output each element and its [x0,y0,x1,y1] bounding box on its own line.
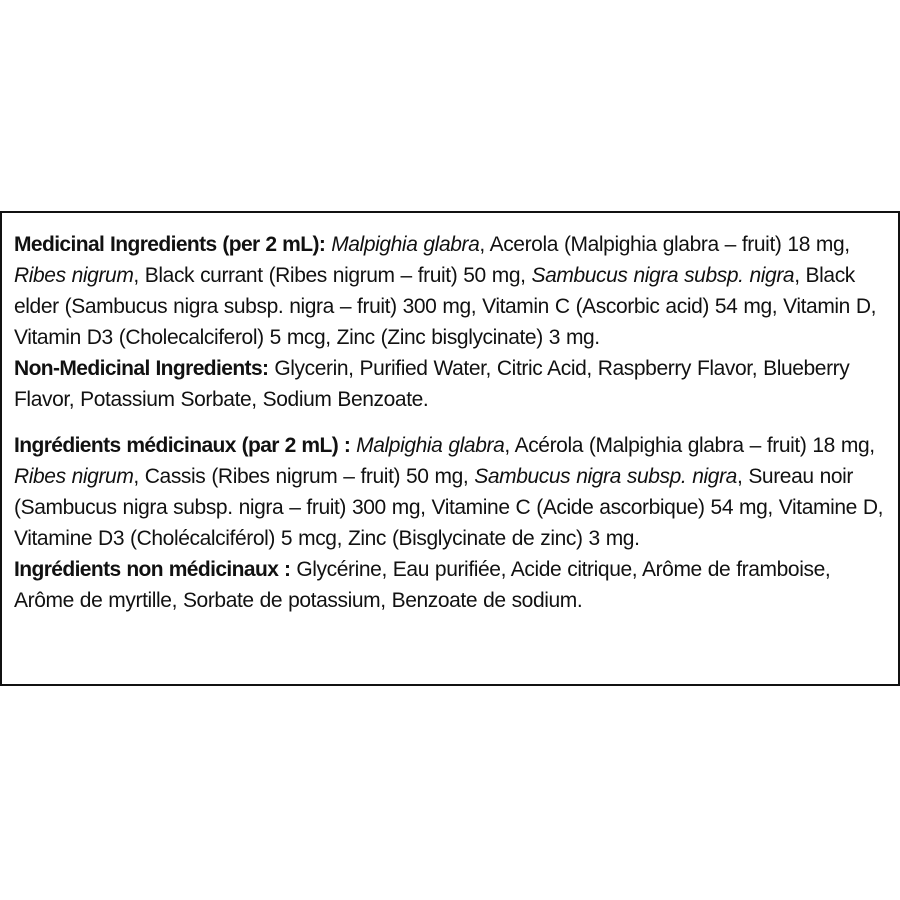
en-species-2-latin: Ribes nigrum [14,264,134,287]
fr-species-3-text: , Sureau noir (Sambucus nigra subsp. nigra – fruit) 300 mg, Vitamine C (Acide ascorbique) 54 mg, Vitamine D, Vitamine D3 (Cholécalciférol) 5 mcg, Zinc (Bisglycinate de zinc) 3 mg. [14,465,884,550]
en-non-medicinal-ingredients [14,353,886,415]
fr-species-2-latin: Ribes nigrum [14,465,134,488]
fr-species-1-text: , Acérola (Malpighia glabra – fruit) 18 mg, [504,434,875,457]
en-species-1-text: , Acerola (Malpighia glabra – fruit) 18 mg, [479,233,850,256]
fr-non-medicinal-text: Glycérine, Eau purifiée, Acide citrique, Arôme de framboise, Arôme de myrtille, Sorbate de potassium, Benzoate de sodium. [14,558,831,612]
fr-species-1-latin: Malpighia glabra [356,434,505,457]
en-species-1-latin: Malpighia glabra [331,233,480,256]
en-medicinal-heading: Medicinal Ingredients (per 2 mL): [14,233,326,256]
en-species-2-text: , Black currant (Ribes nigrum – fruit) 50 mg, [133,264,532,287]
fr-medicinal-ingredients [14,430,886,554]
fr-species-3-latin: Sambucus nigra subsp. nigra [474,465,737,488]
en-non-medicinal-text: Glycerin, Purified Water, Citric Acid, Raspberry Flavor, Blueberry Flavor, Potassium Sorbate, Sodium Benzoate. [14,357,850,411]
en-non-medicinal-heading: Non-Medicinal Ingredients: [14,357,269,380]
en-species-3-text: , Black elder (Sambucus nigra subsp. nigra – fruit) 300 mg, Vitamin C (Ascorbic acid) 54 mg, Vitamin D, Vitamin D3 (Cholecalciferol) 5 mcg, Zinc (Zinc bisglycinate) 3 mg. [14,264,877,349]
fr-non-medicinal-heading: Ingrédients non médicinaux : [14,558,291,581]
fr-medicinal-heading: Ingrédients médicinaux (par 2 mL) : [14,434,351,457]
en-species-3-latin: Sambucus nigra subsp. nigra [531,264,795,287]
ingredients-label-box [0,211,900,686]
fr-non-medicinal-ingredients [14,554,886,616]
fr-species-2-text: , Cassis (Ribes nigrum – fruit) 50 mg, [133,465,475,488]
en-medicinal-ingredients [14,229,886,353]
